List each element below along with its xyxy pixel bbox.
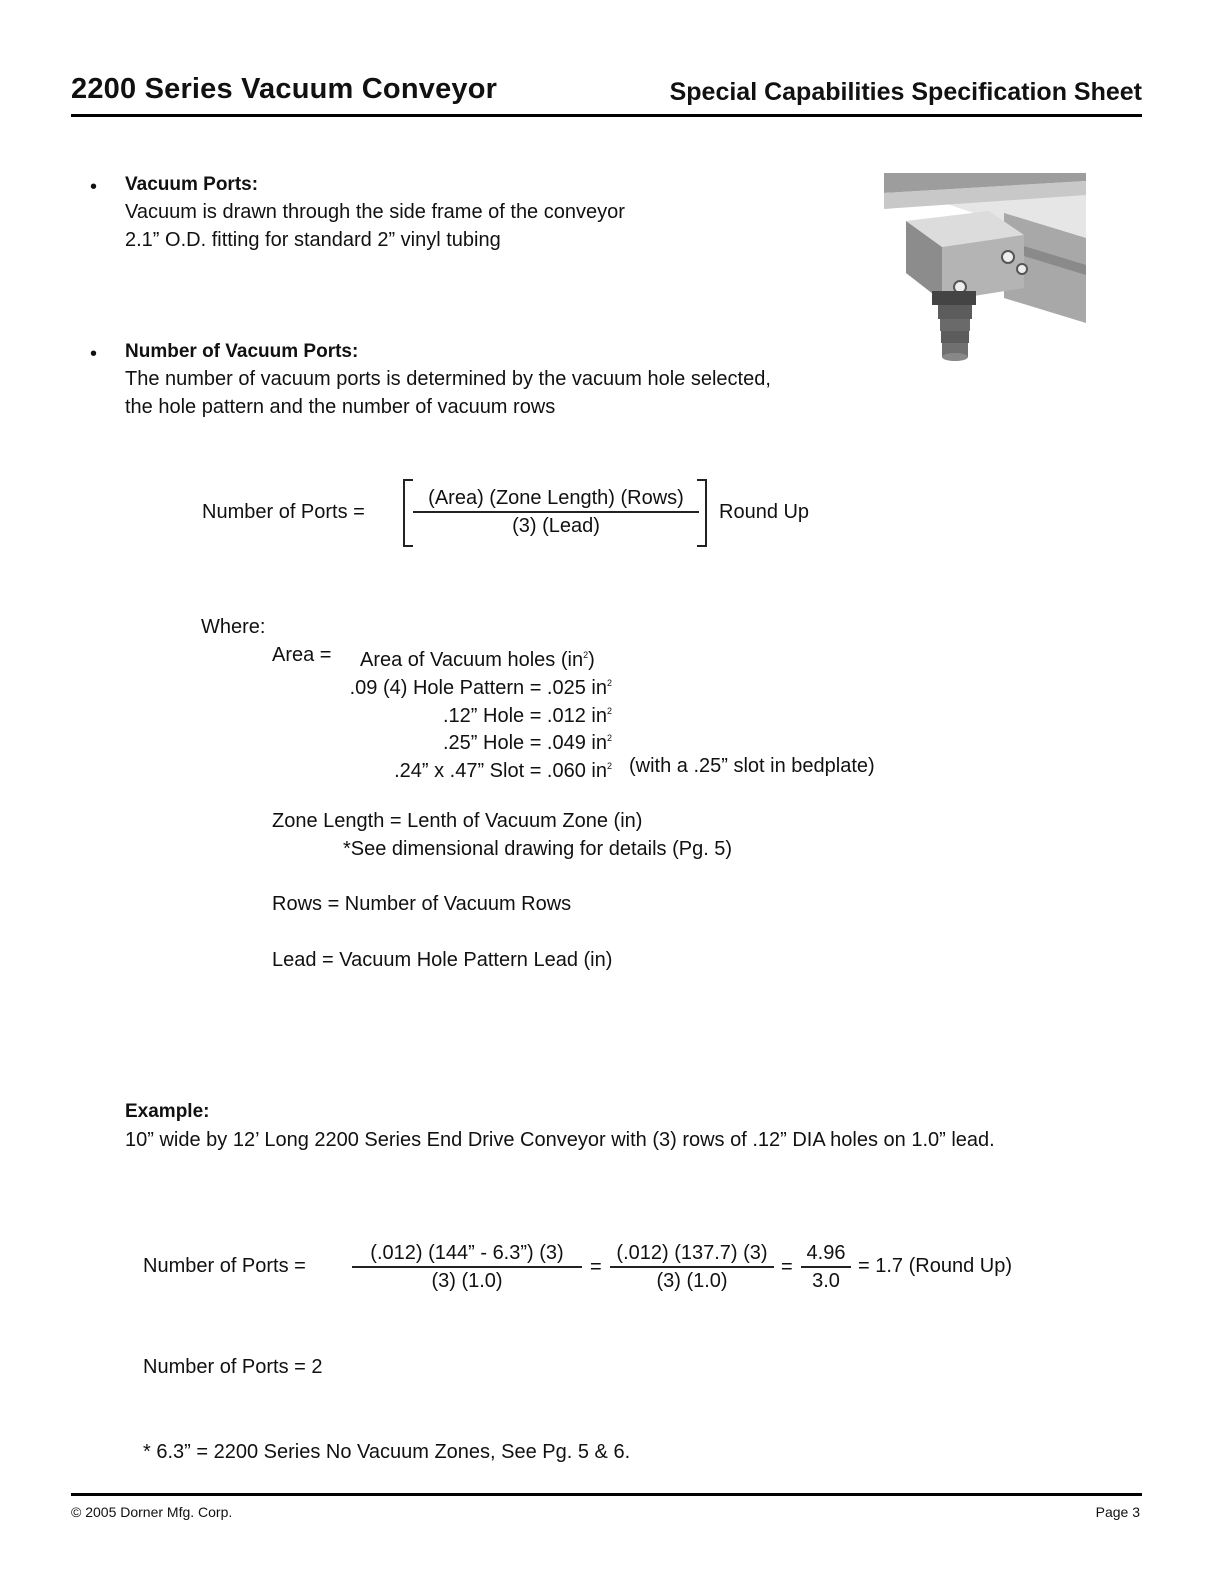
example-fraction-3-numerator: 4.96 <box>806 1242 846 1264</box>
example-calc-lhs: Number of Ports = <box>143 1255 306 1277</box>
vacuum-port-fitting-photo <box>884 173 1086 363</box>
vacuum-ports-line2: 2.1” O.D. fitting for standard 2” vinyl tubing <box>125 229 501 251</box>
example-fraction-3 <box>801 1240 851 1294</box>
equals-sign: = <box>590 1256 602 1278</box>
equals-sign: = <box>781 1256 793 1278</box>
formula-fraction <box>413 485 699 539</box>
area-item-slot: .24” x .47” Slot = .060 $in^2$ <box>394 760 612 782</box>
footer-page-number: Page 3 <box>1095 1504 1140 1520</box>
number-of-vacuum-ports-line2: the hole pattern and the number of vacuum rows <box>125 396 556 418</box>
document-title: 2200 Series Vacuum Conveyor <box>71 73 498 105</box>
example-heading: Example: <box>125 1101 210 1122</box>
lead-definition: Lead = Vacuum Hole Pattern Lead (in) <box>272 949 613 971</box>
example-fraction-2 <box>610 1240 774 1294</box>
example-answer: Number of Ports = 2 <box>143 1356 323 1378</box>
area-description: Area of Vacuum holes $(in^2)$ <box>360 649 595 671</box>
bullet-icon: • <box>90 176 98 198</box>
area-label: Area = <box>272 644 332 666</box>
number-of-vacuum-ports-line1: The number of vacuum ports is determined by the vacuum hole selected, <box>125 368 771 390</box>
right-bracket <box>697 479 707 547</box>
footer-copyright: © 2005 Dorner Mfg. Corp. <box>71 1504 233 1520</box>
example-calc-result: = 1.7 (Round Up) <box>858 1255 1012 1277</box>
example-fraction-1 <box>352 1240 582 1294</box>
example-fraction-2-denominator: (3) (1.0) <box>656 1269 728 1292</box>
vacuum-ports-heading: Vacuum Ports: <box>125 174 259 195</box>
left-bracket <box>403 479 413 547</box>
footer-rule <box>71 1493 1142 1496</box>
formula-denominator: (3) (Lead) <box>512 514 600 537</box>
example-fraction-2-numerator: (.012) (137.7) (3) <box>616 1242 768 1264</box>
vacuum-ports-line1: Vacuum is drawn through the side frame of the conveyor <box>125 201 625 223</box>
where-label: Where: <box>201 616 266 638</box>
area-item-12-hole: .12” Hole = .012 $in^2$ <box>442 705 612 727</box>
document-subtitle: Special Capabilities Specification Sheet <box>669 78 1142 106</box>
formula-rhs: Round Up <box>719 501 810 523</box>
rows-definition: Rows = Number of Vacuum Rows <box>272 893 572 915</box>
area-item-slot-note: (with a .25” slot in bedplate) <box>629 755 875 777</box>
zone-length-note: *See dimensional drawing for details (Pg. 5) <box>343 838 733 860</box>
example-fraction-1-denominator: (3) (1.0) <box>431 1269 503 1292</box>
area-item-hole-pattern: .09 (4) Hole Pattern = .025 $in^2$ <box>349 677 612 699</box>
formula-numerator: (Area) (Zone Length) (Rows) <box>428 487 684 509</box>
number-of-vacuum-ports-heading: Number of Vacuum Ports: <box>125 341 359 362</box>
example-text: 10” wide by 12’ Long 2200 Series End Drive Conveyor with (3) rows of .12” DIA holes on 1.0” lead. <box>125 1129 995 1151</box>
bullet-icon: • <box>90 343 98 365</box>
area-item-25-hole: .25” Hole = .049 $in^2$ <box>442 732 612 754</box>
header-rule <box>71 114 1142 117</box>
example-fraction-1-numerator: (.012) (144” - 6.3”) (3) <box>370 1242 564 1264</box>
zone-length-definition: Zone Length = Lenth of Vacuum Zone (in) <box>272 810 643 832</box>
formula-lhs: Number of Ports = <box>202 501 365 523</box>
example-footnote: * 6.3” = 2200 Series No Vacuum Zones, See Pg. 5 & 6. <box>143 1441 631 1463</box>
example-fraction-3-denominator: 3.0 <box>812 1269 840 1292</box>
